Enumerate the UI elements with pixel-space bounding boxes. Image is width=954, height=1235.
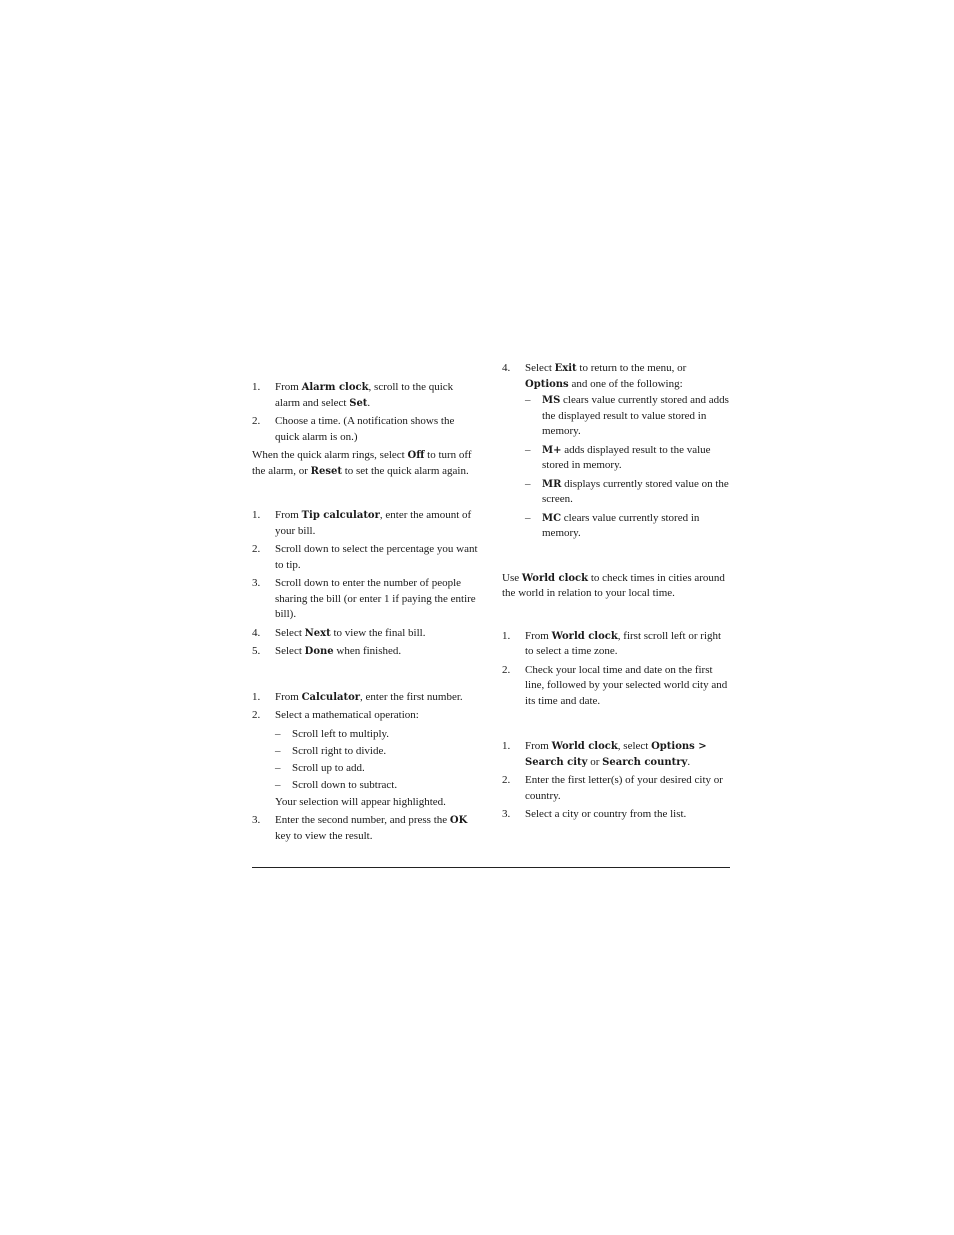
footer-rule	[252, 867, 730, 868]
calc-op-1: – Scroll left to multiply.	[275, 727, 390, 740]
memory-item-mr: – MR displays currently stored value on the screen.	[525, 477, 729, 505]
tip-step-1: 1. From Tip calculator, enter the amount of your bill.	[252, 509, 472, 537]
memory-item-mc: – MC clears value currently stored in memory.	[525, 511, 700, 539]
calc-op-4: – Scroll down to subtract.	[275, 778, 398, 791]
calc-note: Your selection will appear highlighted.	[275, 795, 446, 808]
calc-step-3: 3. Enter the second number, and press the OK key to view the result.	[252, 814, 468, 842]
tip-step-2: 2. Scroll down to select the percentage you want to tip.	[252, 543, 478, 571]
search-step-3: 3. Select a city or country from the list.	[502, 808, 687, 820]
search-step-1: 1. From World clock, select Options > Search city or Search country.	[502, 740, 707, 768]
calc-op-2: – Scroll right to divide.	[275, 744, 387, 757]
memory-item-ms: – MS clears value currently stored and adds the displayed result to value stored in memory.	[525, 394, 729, 437]
tip-step-4: 4. Select Next to view the final bill.	[252, 626, 426, 639]
alarm-note: When the quick alarm rings, select Off to turn off the alarm, or Reset to set the quick alarm again.	[252, 449, 472, 477]
world-clock-intro: Use World clock to check times in cities around the world in relation to your local time.	[502, 571, 725, 599]
calc-step-2: 2. Select a mathematical operation:	[252, 709, 419, 721]
alarm-step-2: 2. Choose a time. (A notification shows the quick alarm is on.)	[252, 415, 455, 443]
calc-step-4: 4. Select Exit to return to the menu, or Options and one of the following:	[502, 362, 687, 390]
world-step-2: 2. Check your local time and date on the first line, followed by your selected world city and its time and date.	[502, 663, 728, 707]
tip-step-3: 3. Scroll down to enter the number of people sharing the bill (or enter 1 if paying the entire bill).	[252, 577, 476, 620]
left-column	[252, 380, 480, 847]
calc-op-3: – Scroll up to add.	[275, 761, 365, 774]
alarm-step-1: 1. From Alarm clock, scroll to the quick alarm and select Set.	[252, 381, 454, 409]
memory-item-mplus: – M+ adds displayed result to the value stored in memory.	[525, 443, 711, 471]
search-step-2: 2. Enter the first letter(s) of your desired city or country.	[502, 774, 723, 802]
right-column	[502, 361, 732, 826]
world-step-1: 1. From World clock, first scroll left or right to select a time zone.	[502, 629, 722, 657]
tip-step-5: 5. Select Done when finished.	[252, 645, 402, 657]
calc-step-1: 1. From Calculator, enter the first number.	[252, 690, 463, 703]
